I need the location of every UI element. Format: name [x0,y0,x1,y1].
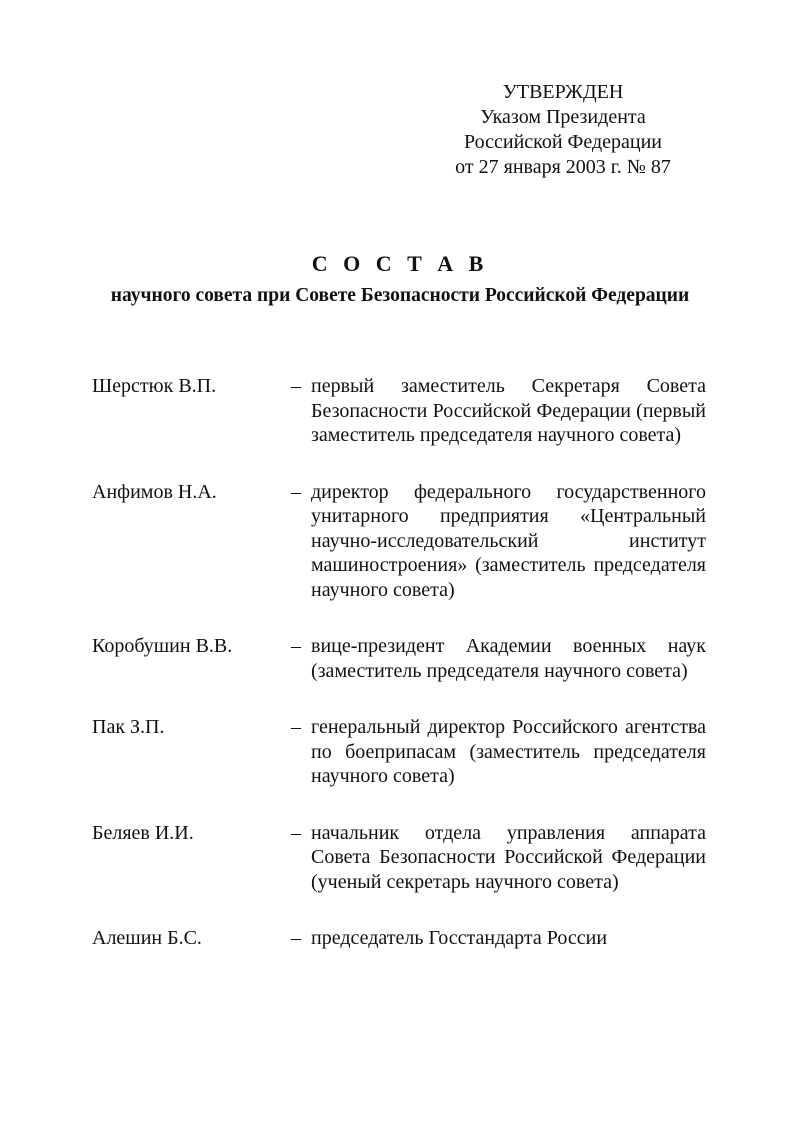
member-role: начальник отдела управления аппарата Совета Безопасности Российской Федерации (ученый секретарь научного совета) [311,821,706,893]
member-name: Алешин Б.С. [92,927,202,949]
approval-line-approved: УТВЕРЖДЕН [502,81,624,103]
member-dash: – [291,716,301,738]
member-dash: – [291,635,301,657]
member-entry [92,480,712,603]
approval-stamp-block [448,80,678,180]
member-entry [92,821,712,895]
member-name: Шерстюк В.П. [92,375,217,397]
member-entry [92,926,712,951]
member-dash: – [291,927,301,949]
member-name: Беляев И.И. [92,821,194,844]
member-role: вице-президент Академии военных наук (заместитель председателя научного совета) [311,635,706,682]
member-name: Коробушин В.В. [92,635,233,657]
approval-line-decree: Указом Президента [480,106,646,128]
member-name: Пак З.П. [92,716,165,738]
member-name: Анфимов Н.А. [92,480,217,503]
member-dash: – [291,480,301,503]
member-role: первый заместитель Секретаря Совета Безопасности Российской Федерации (первый заместитель председателя научного совета) [311,375,706,446]
approval-line-country: Российской Федерации [463,131,663,153]
member-role: директор федерального государственного унитарного предприятия «Центральный научно-исследовательский институт машиностроения» (заместитель председателя научного совета) [311,480,706,601]
member-entry [92,715,712,789]
member-dash: – [291,821,301,844]
members-list [92,374,712,983]
document-title: С О С Т А В [311,251,489,276]
member-role: генеральный директор Российского агентства по боеприпасам (заместитель председателя научного совета) [311,716,706,787]
member-entry [92,374,712,448]
approval-line-date: от 27 января 2003 г. № 87 [455,156,671,178]
member-entry [92,634,712,683]
member-dash: – [291,375,301,397]
document-subtitle: научного совета при Совете Безопасности Российской Федерации [110,285,690,306]
member-role: председатель Госстандарта России [311,927,608,949]
